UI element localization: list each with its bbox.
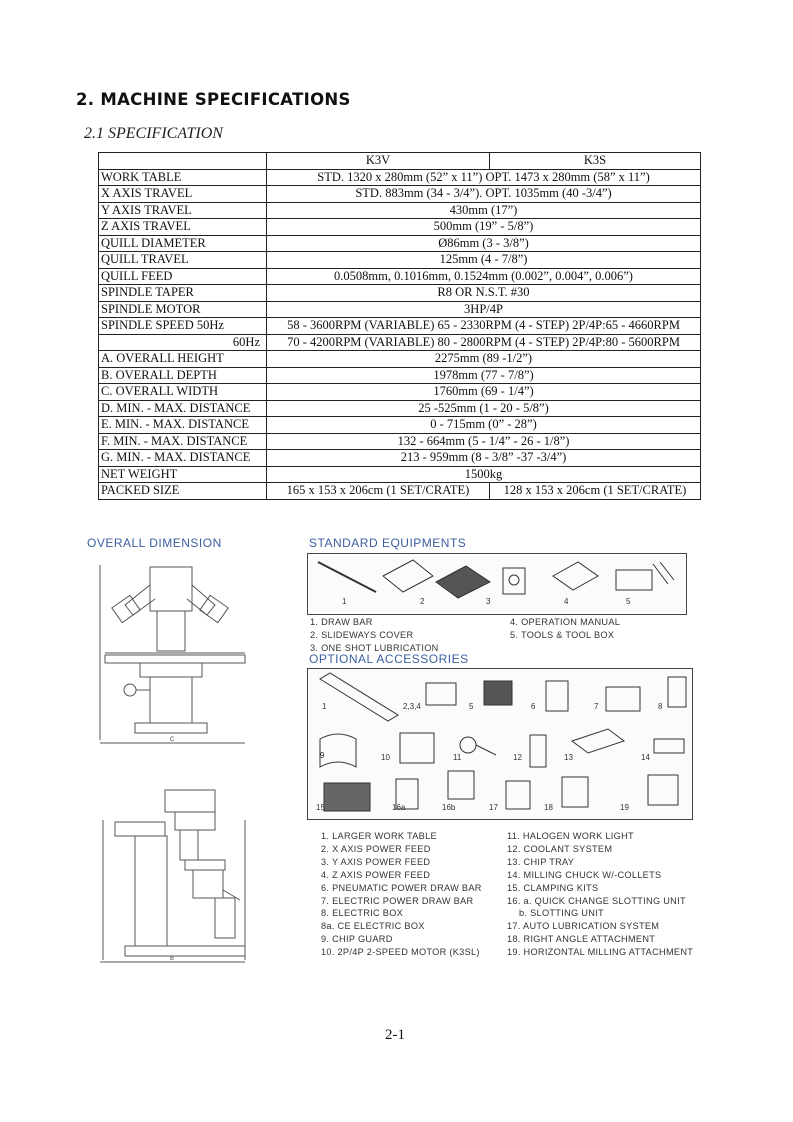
spec-row bbox=[99, 219, 701, 236]
spec-value-k3v: 165 x 153 x 206cm (1 SET/CRATE) bbox=[267, 483, 490, 500]
spec-row bbox=[99, 186, 701, 203]
spec-value-k3s: 128 x 153 x 206cm (1 SET/CRATE) bbox=[490, 483, 701, 500]
spec-row bbox=[99, 285, 701, 302]
std-number: 1 bbox=[342, 597, 347, 606]
spec-header-cell bbox=[99, 153, 267, 170]
dimension-c-label: C bbox=[170, 737, 175, 743]
spec-label: F. MIN. - MAX. DISTANCE bbox=[99, 433, 267, 450]
spec-value: R8 OR N.S.T. #30 bbox=[267, 285, 701, 302]
standard-list-col1 bbox=[310, 616, 439, 655]
spec-label: G. MIN. - MAX. DISTANCE bbox=[99, 450, 267, 467]
spec-row bbox=[99, 252, 701, 269]
list-item: 2. X AXIS POWER FEED bbox=[321, 843, 431, 854]
spec-value: 58 - 3600RPM (VARIABLE) 65 - 2330RPM (4 - STEP) 2P/4P:65 - 4660RPM bbox=[267, 318, 701, 335]
milling-chuck-collets-icon bbox=[654, 739, 684, 753]
spec-label: Y AXIS TRAVEL bbox=[99, 202, 267, 219]
coolant-system-icon bbox=[530, 735, 546, 767]
list-item: 15. CLAMPING KITS bbox=[507, 882, 599, 893]
spec-value: Ø86mm (3 - 3/8”) bbox=[267, 235, 701, 252]
list-item: 19. HORIZONTAL MILLING ATTACHMENT bbox=[507, 947, 694, 958]
spec-value: 1978mm (77 - 7/8”) bbox=[267, 367, 701, 384]
electric-power-draw-bar-2-icon bbox=[606, 687, 640, 711]
page-number: 2-1 bbox=[385, 1027, 405, 1043]
right-angle-attachment-icon bbox=[562, 777, 588, 807]
opt-number: 12 bbox=[513, 753, 522, 762]
spec-value: 3HP/4P bbox=[267, 301, 701, 318]
spec-value: 0.0508mm, 0.1016mm, 0.1524mm (0.002”, 0.004”, 0.006”) bbox=[267, 268, 701, 285]
machine-side-view-drawing bbox=[95, 780, 255, 970]
spec-label: QUILL TRAVEL bbox=[99, 252, 267, 269]
clamping-kits-icon bbox=[324, 783, 370, 811]
list-item: 4. Z AXIS POWER FEED bbox=[321, 869, 431, 880]
spec-label: SPINDLE TAPER bbox=[99, 285, 267, 302]
spec-value: 132 - 664mm (5 - 1/4” - 26 - 1/8”) bbox=[267, 433, 701, 450]
opt-number: 19 bbox=[620, 803, 629, 812]
one-shot-lubrication-icon bbox=[503, 568, 525, 594]
spec-row bbox=[99, 450, 701, 467]
spec-label: E. MIN. - MAX. DISTANCE bbox=[99, 417, 267, 434]
spec-row bbox=[99, 202, 701, 219]
pneumatic-draw-bar-icon bbox=[546, 681, 568, 711]
opt-number: 9 bbox=[320, 751, 325, 760]
opt-number: 2,3,4 bbox=[403, 702, 421, 711]
list-item: 11. HALOGEN WORK LIGHT bbox=[507, 831, 634, 841]
opt-number: 5 bbox=[469, 702, 474, 711]
optional-accessory-images bbox=[307, 668, 693, 820]
spec-row-packed bbox=[99, 483, 701, 500]
spec-value: 125mm (4 - 7/8”) bbox=[267, 252, 701, 269]
list-item: 13. CHIP TRAY bbox=[507, 856, 575, 867]
spec-header-cell: K3S bbox=[490, 153, 701, 170]
motor-icon bbox=[400, 733, 434, 763]
spec-row bbox=[99, 169, 701, 186]
standard-equipments-title: STANDARD EQUIPMENTS bbox=[309, 536, 467, 550]
spec-table bbox=[98, 152, 701, 500]
optional-list-col2 bbox=[507, 830, 693, 959]
spec-value: 0 - 715mm (0” - 28”) bbox=[267, 417, 701, 434]
spec-row bbox=[99, 384, 701, 401]
spec-row bbox=[99, 268, 701, 285]
chip-tray-icon bbox=[572, 729, 624, 753]
spec-row bbox=[99, 334, 701, 351]
std-number: 3 bbox=[486, 597, 491, 606]
std-number: 2 bbox=[420, 597, 425, 606]
electric-power-draw-bar-icon bbox=[484, 681, 512, 705]
subsection-heading: 2.1 SPECIFICATION bbox=[84, 125, 223, 142]
spec-value: 2275mm (89 -1/2”) bbox=[267, 351, 701, 368]
spec-label: WORK TABLE bbox=[99, 169, 267, 186]
spec-label: X AXIS TRAVEL bbox=[99, 186, 267, 203]
spec-label: SPINDLE MOTOR bbox=[99, 301, 267, 318]
opt-number: 17 bbox=[489, 803, 498, 812]
opt-number: 1 bbox=[322, 702, 327, 711]
spec-value: STD. 1320 x 280mm (52” x 11”) OPT. 1473 x 280mm (58” x 11”) bbox=[267, 169, 701, 186]
standard-list-col2 bbox=[510, 616, 620, 642]
spec-value: 500mm (19” - 5/8”) bbox=[267, 219, 701, 236]
spec-label: NET WEIGHT bbox=[99, 466, 267, 483]
list-item: 1. LARGER WORK TABLE bbox=[321, 831, 437, 841]
spec-label: SPINDLE SPEED 50Hz bbox=[99, 318, 267, 335]
dimension-b-label: B bbox=[170, 956, 175, 962]
list-item: 14. MILLING CHUCK W/-COLLETS bbox=[507, 869, 662, 880]
spec-label: D. MIN. - MAX. DISTANCE bbox=[99, 400, 267, 417]
larger-work-table-icon bbox=[320, 673, 398, 721]
opt-number: 11 bbox=[453, 753, 462, 762]
spec-label: 60Hz bbox=[99, 334, 267, 351]
standard-equipment-images bbox=[307, 553, 687, 615]
halogen-work-light-icon bbox=[460, 737, 476, 753]
opt-number: 8 bbox=[658, 702, 663, 711]
list-item: 7. ELECTRIC POWER DRAW BAR bbox=[321, 895, 474, 906]
spec-label: B. OVERALL DEPTH bbox=[99, 367, 267, 384]
opt-number: 10 bbox=[381, 753, 390, 762]
spec-value: 1500kg bbox=[267, 466, 701, 483]
spec-label: Z AXIS TRAVEL bbox=[99, 219, 267, 236]
list-item: 3. ONE SHOT LUBRICATION bbox=[310, 642, 439, 653]
spec-label: PACKED SIZE bbox=[99, 483, 267, 500]
opt-number: 13 bbox=[564, 753, 573, 762]
spec-row bbox=[99, 235, 701, 252]
list-item: 4. OPERATION MANUAL bbox=[510, 617, 621, 627]
spec-value: 1760mm (69 - 1/4”) bbox=[267, 384, 701, 401]
spec-header-row bbox=[99, 153, 701, 170]
electric-box-icon bbox=[668, 677, 686, 707]
list-item: 10. 2P/4P 2-SPEED MOTOR (K3SL) bbox=[321, 947, 480, 958]
overall-dimension-title: OVERALL DIMENSION bbox=[87, 536, 222, 550]
spec-row bbox=[99, 466, 701, 483]
section-heading: 2. MACHINE SPECIFICATIONS bbox=[76, 90, 351, 109]
power-feed-icon bbox=[426, 683, 456, 705]
optional-list-col1 bbox=[321, 830, 482, 959]
tool-box-icon bbox=[616, 570, 652, 590]
spec-header-cell: K3V bbox=[267, 153, 490, 170]
list-item: 6. PNEUMATIC POWER DRAW BAR bbox=[321, 882, 482, 893]
list-item: 16. a. QUICK CHANGE SLOTTING UNIT bbox=[507, 895, 686, 906]
chip-guard-icon bbox=[320, 734, 356, 767]
list-item: 3. Y AXIS POWER FEED bbox=[321, 856, 431, 867]
operation-manual-icon bbox=[553, 562, 598, 590]
spec-label: QUILL FEED bbox=[99, 268, 267, 285]
spec-label: QUILL DIAMETER bbox=[99, 235, 267, 252]
machine-front-view-drawing bbox=[95, 555, 255, 745]
spec-row bbox=[99, 417, 701, 434]
std-number: 4 bbox=[564, 597, 569, 606]
opt-number: 14 bbox=[641, 753, 650, 762]
spec-label: A. OVERALL HEIGHT bbox=[99, 351, 267, 368]
opt-number: 16a bbox=[392, 803, 406, 812]
auto-lubrication-icon bbox=[506, 781, 530, 809]
spec-value: 70 - 4200RPM (VARIABLE) 80 - 2800RPM (4 - STEP) 2P/4P:80 - 5600RPM bbox=[267, 334, 701, 351]
spec-value: STD. 883mm (34 - 3/4”). OPT. 1035mm (40 -3/4”) bbox=[267, 186, 701, 203]
slideways-cover-icon bbox=[383, 560, 433, 592]
spec-row bbox=[99, 318, 701, 335]
spec-row bbox=[99, 367, 701, 384]
spec-row bbox=[99, 433, 701, 450]
spec-label: C. OVERALL WIDTH bbox=[99, 384, 267, 401]
slotting-unit-icon bbox=[448, 771, 474, 799]
slideways-cover-dark-icon bbox=[436, 566, 490, 598]
opt-number: 18 bbox=[544, 803, 553, 812]
spec-value: 430mm (17”) bbox=[267, 202, 701, 219]
list-item: 8. ELECTRIC BOX bbox=[321, 908, 404, 919]
list-item: 5. TOOLS & TOOL BOX bbox=[510, 629, 615, 640]
list-item: 18. RIGHT ANGLE ATTACHMENT bbox=[507, 934, 656, 945]
list-item: 17. AUTO LUBRICATION SYSTEM bbox=[507, 921, 660, 932]
list-item: 2. SLIDEWAYS COVER bbox=[310, 629, 414, 640]
opt-number: 15 bbox=[316, 803, 325, 812]
draw-bar-icon bbox=[318, 562, 376, 592]
list-item: b. SLOTTING UNIT bbox=[519, 908, 604, 919]
list-item: 9. CHIP GUARD bbox=[321, 934, 393, 945]
list-item: 12. COOLANT SYSTEM bbox=[507, 843, 613, 854]
spec-value: 25 -525mm (1 - 20 - 5/8”) bbox=[267, 400, 701, 417]
opt-number: 6 bbox=[531, 702, 536, 711]
opt-number: 16b bbox=[442, 803, 456, 812]
opt-number: 7 bbox=[594, 702, 599, 711]
std-number: 5 bbox=[626, 597, 631, 606]
spec-row bbox=[99, 400, 701, 417]
spec-row bbox=[99, 351, 701, 368]
list-item: 8a. CE ELECTRIC BOX bbox=[321, 921, 425, 932]
optional-accessories-title: OPTIONAL ACCESSORIES bbox=[309, 652, 469, 666]
spec-value: 213 - 959mm (8 - 3/8” -37 -3/4”) bbox=[267, 450, 701, 467]
spec-row bbox=[99, 301, 701, 318]
horizontal-milling-attachment-icon bbox=[648, 775, 678, 805]
list-item: 1. DRAW BAR bbox=[310, 617, 373, 627]
